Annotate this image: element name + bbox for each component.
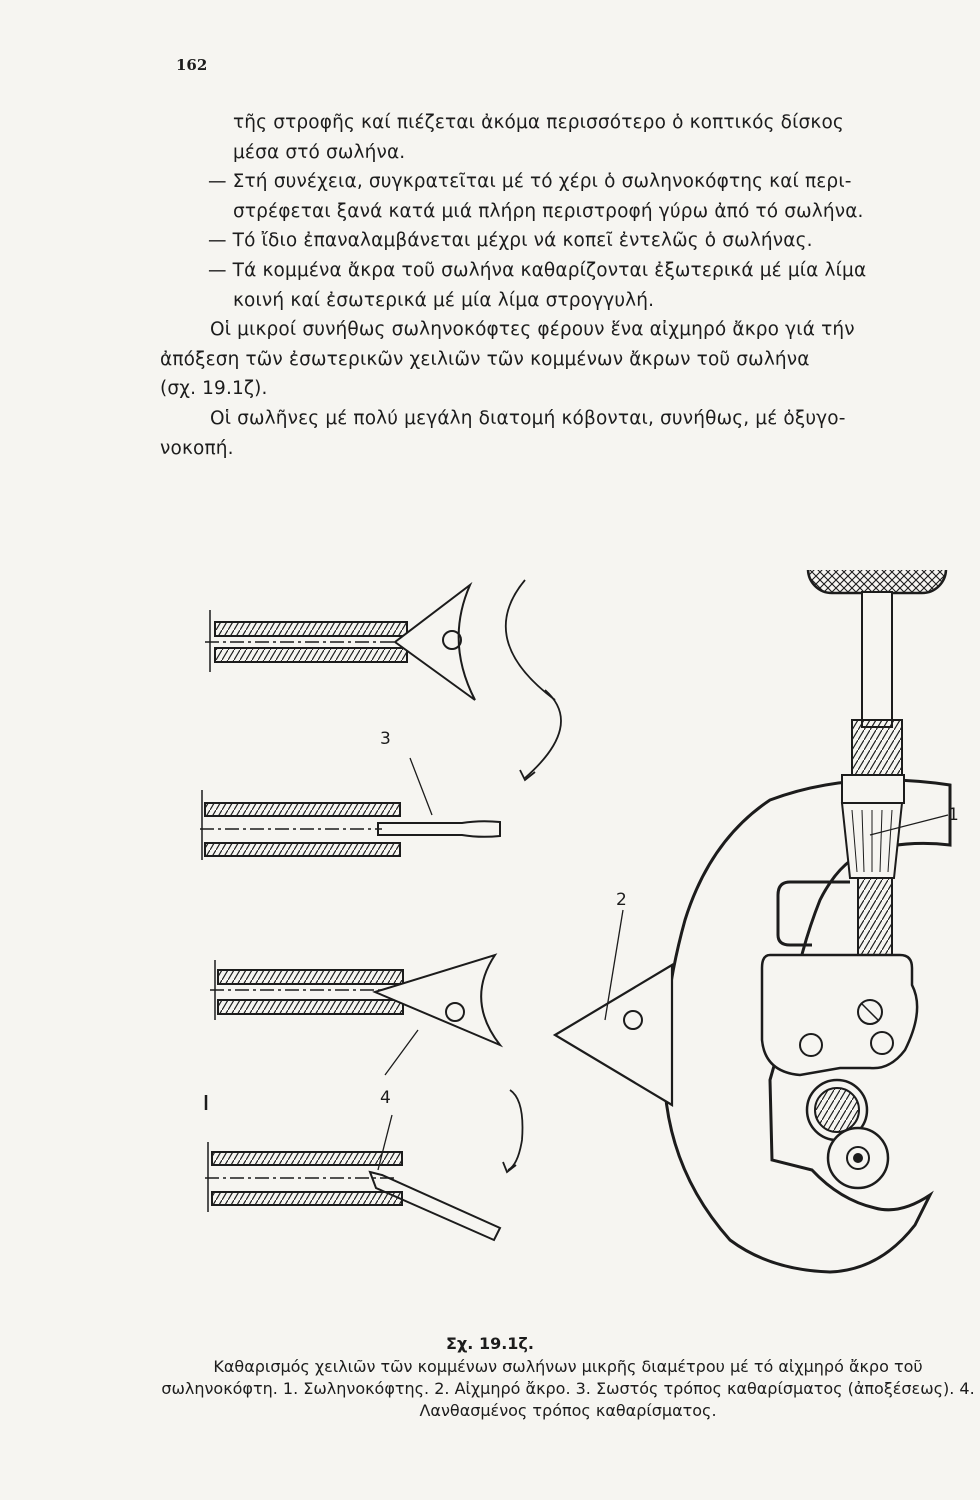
- label-2: 2: [616, 890, 627, 910]
- text-line: νοκοπή.: [160, 437, 234, 459]
- body-text: [160, 108, 975, 463]
- label-3: 3: [380, 729, 391, 749]
- figure-caption-text: Καθαρισμός χειλιῶν τῶν κομμένων σωλήνων μικρῆς διαμέτρου μέ τό αἰχμηρό ἄκρο τοῦ σωληνοκόφτη. 1. Σωληνοκόφτης. 2. Αἰχμηρό ἄκρο. 3. Σωστός τρόπος καθαρίσματος (ἀποξέσεως). 4. Λανθασμένος τρόπος καθαρίσματος.: [161, 1357, 975, 1420]
- text-line: στρέφεται ξανά κατά μιά πλήρη περιστροφή γύρω ἀπό τό σωλήνα.: [233, 200, 864, 222]
- text-line: ἀπόξεση τῶν ἐσωτερικῶν χειλιῶν τῶν κομμένων ἄκρων τοῦ σωλήνα: [160, 348, 810, 370]
- detail-correct-scraping: [200, 758, 500, 860]
- figure-caption-title: Σχ. 19.1ζ.: [446, 1334, 534, 1353]
- detail-top-pipe: [205, 580, 561, 780]
- paragraph-start: Οἱ σωλῆνες μέ πολύ μεγάλη διατομή κόβονται, συνήθως, μέ ὀξυγο-: [210, 407, 846, 429]
- paragraph-start: Οἱ μικροί συνήθως σωληνοκόφτες φέρουν ἕνα αἰχμηρό ἄκρο γιά τήν: [210, 319, 855, 341]
- detail-wrong-scraping: [205, 1115, 500, 1240]
- text-line: — Τό ἴδιο ἐπαναλαμβάνεται μέχρι νά κοπεῖ ἐντελῶς ὁ σωλήνας.: [208, 230, 813, 252]
- pipe-cutter: [555, 570, 950, 1272]
- pipe-cutter-illustration: [170, 570, 960, 1330]
- text-line: (σχ. 19.1ζ).: [160, 378, 268, 400]
- text-line: μέσα στό σωλήνα.: [233, 141, 406, 163]
- text-line: — Στή συνέχεια, συγκρατεῖται μέ τό χέρι ὁ σωληνοκόφτης καί περι-: [208, 171, 852, 193]
- text-line: — Τά κομμένα ἄκρα τοῦ σωλήνα καθαρίζονται ἐξωτερικά μέ μία λίμα: [208, 259, 867, 281]
- label-1: 1: [948, 805, 959, 825]
- page-number: 162: [176, 56, 208, 74]
- text-line: τῆς στροφῆς καί πιέζεται ἀκόμα περισσότερο ὁ κοπτικός δίσκος: [233, 112, 844, 133]
- text-line: κοινή καί ἐσωτερικά μέ μία λίμα στρογγυλή.: [233, 289, 655, 311]
- detail-wrong-pipe: [206, 955, 523, 1172]
- label-4: 4: [380, 1088, 391, 1108]
